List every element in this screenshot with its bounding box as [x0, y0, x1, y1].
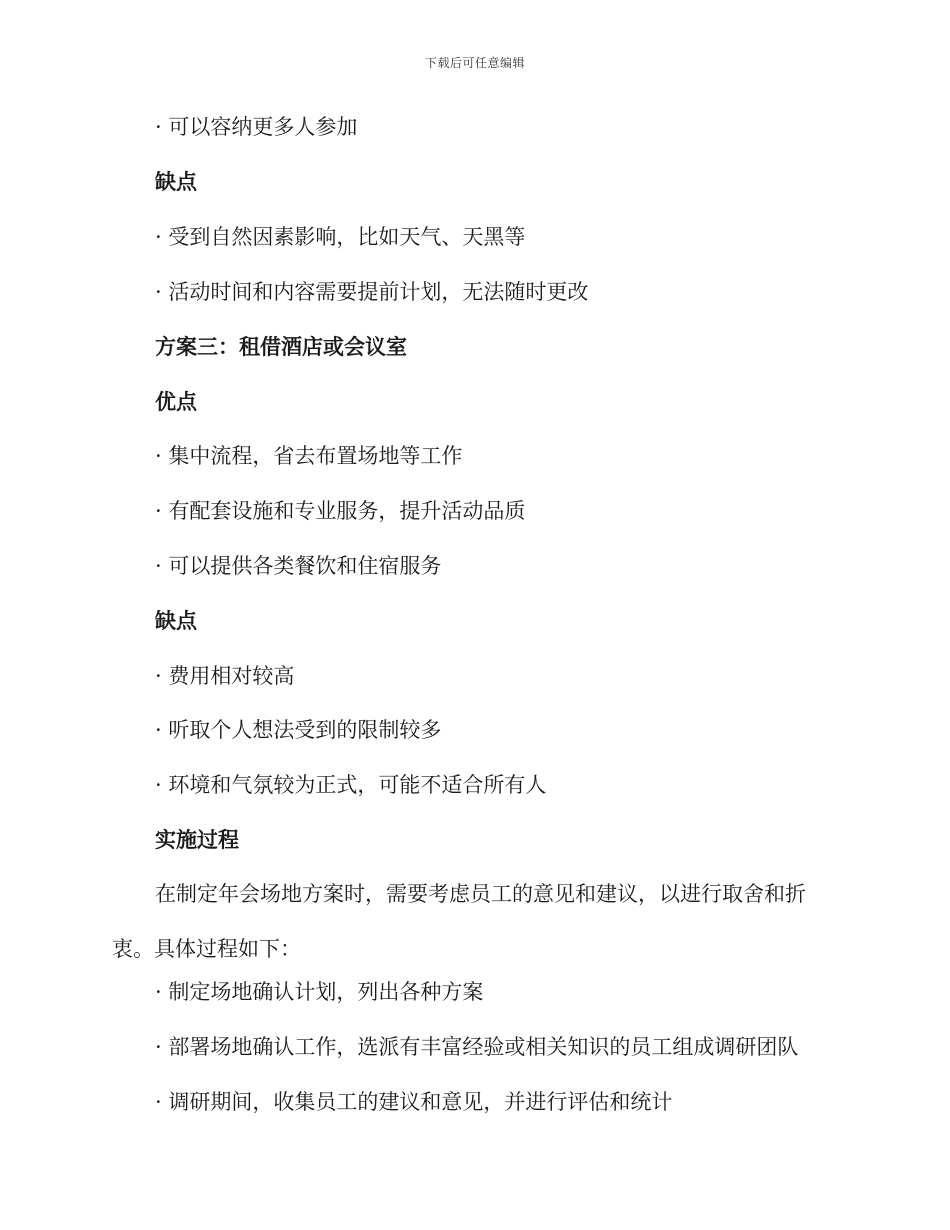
heading-cons-1: 缺点 [155, 170, 197, 194]
heading-cons-2: 缺点 [155, 609, 197, 633]
bullet-centralized: · 集中流程，省去布置场地等工作 [155, 444, 463, 468]
heading-plan-three: 方案三：租借酒店或会议室 [155, 335, 407, 359]
bullet-cost: · 费用相对较高 [155, 664, 295, 688]
page-header: 下载后可任意编辑 [424, 56, 525, 70]
process-paragraph: 在制定年会场地方案时，需要考虑员工的意见和建议，以进行取舍和折衷。具体过程如下： [112, 882, 806, 961]
heading-pros: 优点 [155, 390, 197, 414]
bullet-weather: · 受到自然因素影响，比如天气、天黑等 [155, 225, 526, 249]
bullet-formal: · 环境和气氛较为正式，可能不适合所有人 [155, 773, 547, 797]
bullet-facilities: · 有配套设施和专业服务，提升活动品质 [155, 499, 526, 523]
bullet-make-plan: · 制定场地确认计划，列出各种方案 [155, 980, 484, 1004]
bullet-collect-feedback: · 调研期间，收集员工的建议和意见，并进行评估和统计 [155, 1090, 673, 1114]
bullet-deploy-team: · 部署场地确认工作，选派有丰富经验或相关知识的员工组成调研团队 [155, 1035, 799, 1059]
bullet-more-people: · 可以容纳更多人参加 [155, 115, 358, 139]
heading-process: 实施过程 [155, 828, 239, 852]
bullet-limits: · 听取个人想法受到的限制较多 [155, 718, 442, 742]
bullet-plan-ahead: · 活动时间和内容需要提前计划，无法随时更改 [155, 280, 589, 304]
bullet-catering: · 可以提供各类餐饮和住宿服务 [155, 554, 442, 578]
